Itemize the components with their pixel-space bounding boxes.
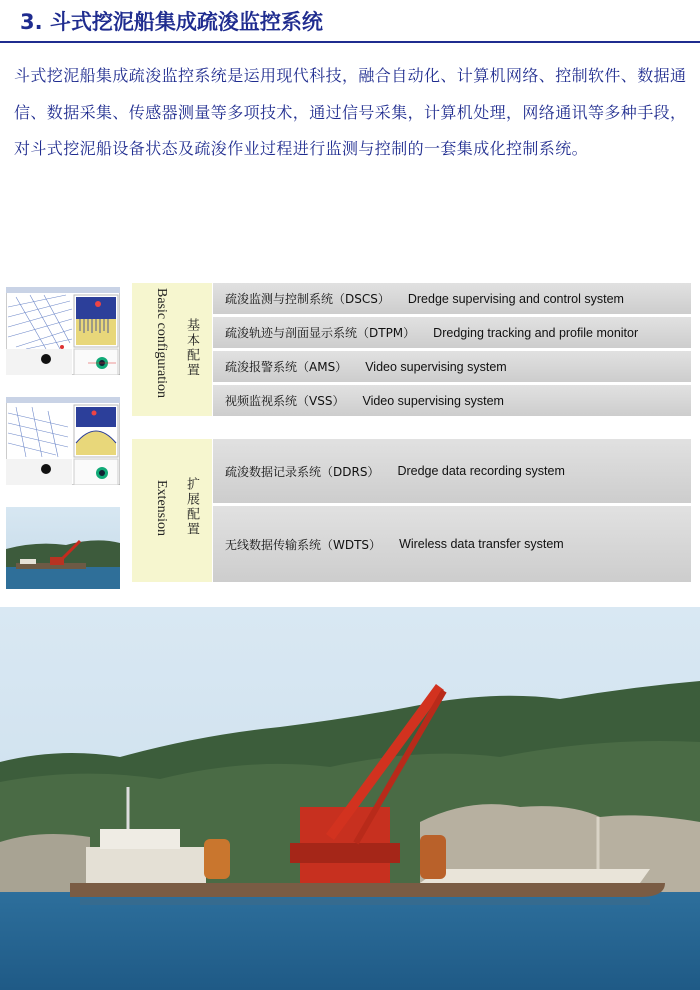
system-name-en: Video supervising system	[362, 393, 504, 408]
system-name-zh: 视频监视系统（VSS）	[225, 394, 345, 408]
basic-config-label-zh: 基本配置	[184, 318, 199, 378]
basic-config-label-en: Basic configuration	[154, 288, 169, 399]
extension-config-row	[213, 439, 691, 503]
dredger-photo-thumbnail	[6, 507, 120, 589]
extension-config-row	[213, 506, 691, 582]
intro-paragraph: 斗式挖泥船集成疏浚监控系统是运用现代科技，融合自动化、计算机网络、控制软件、数据通信、数据采集、传感器测量等多项技术，通过信号采集，计算机处理，网络通讯等多种手段，对斗式挖泥船设备状态及疏浚作业过程进行监测与控制的一套集成化控制系统。	[14, 66, 687, 158]
title-divider	[0, 41, 700, 43]
section-title: 3. 斗式挖泥船集成疏浚监控系统	[20, 10, 323, 34]
system-name-en: Dredge data recording system	[397, 464, 565, 478]
basic-config-row	[213, 385, 691, 416]
system-name-zh: 疏浚监测与控制系统（DSCS）	[225, 292, 390, 306]
system-name-zh: 无线数据传输系统（WDTS）	[225, 537, 382, 552]
monitor-screenshot-thumbnail-1	[6, 287, 120, 375]
system-name-zh: 疏浚数据记录系统（DDRS）	[225, 464, 380, 479]
system-name-zh: 疏浚轨迹与剖面显示系统（DTPM）	[225, 326, 416, 340]
extension-config-label-zh: 扩展配置	[184, 477, 199, 537]
monitor-screenshot-thumbnail-2	[6, 397, 120, 485]
system-name-zh: 疏浚报警系统（AMS）	[225, 360, 348, 374]
system-name-en: Wireless data transfer system	[399, 537, 564, 551]
basic-config-row	[213, 317, 691, 348]
grab-dredger-photo	[0, 607, 700, 990]
system-name-en: Video supervising system	[365, 359, 507, 374]
extension-config-label-en: Extension	[154, 480, 169, 536]
system-name-en: Dredging tracking and profile monitor	[433, 325, 639, 340]
basic-config-row	[213, 351, 691, 382]
basic-config-row	[213, 283, 691, 314]
system-name-en: Dredge supervising and control system	[407, 291, 624, 306]
